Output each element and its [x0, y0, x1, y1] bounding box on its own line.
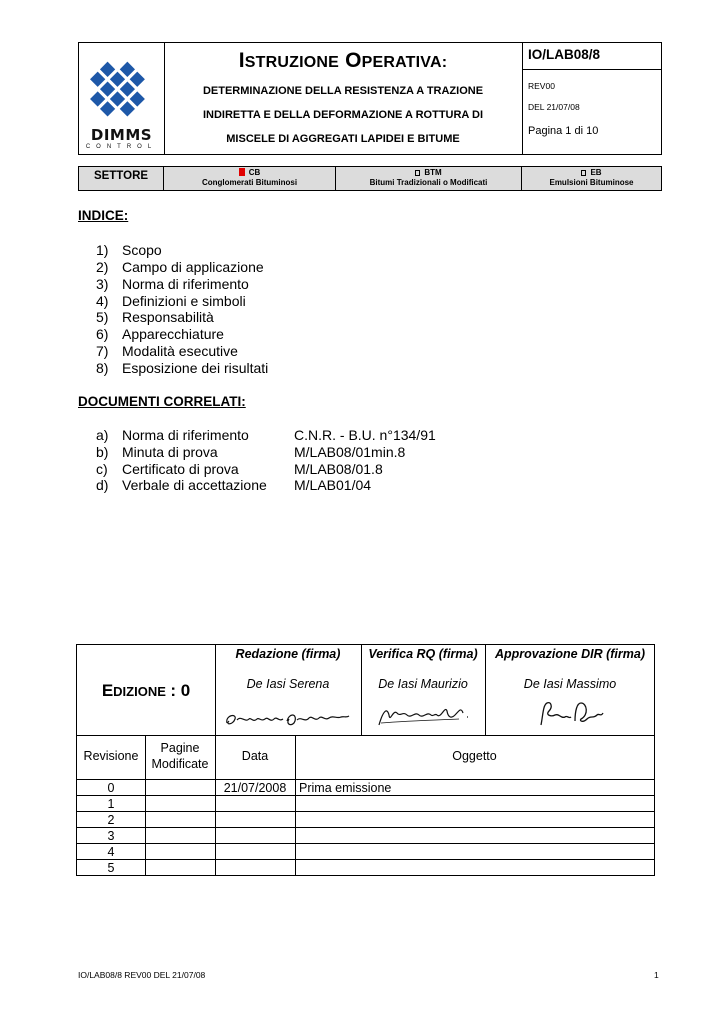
related-doc-row: c) Certificato di prova M/LAB08/01.8 — [96, 461, 383, 477]
table-row-subject: Prima emissione — [299, 781, 392, 795]
logo-subtext: CONTROL — [85, 144, 158, 150]
divider — [77, 859, 654, 860]
footer-page-number: 1 — [654, 970, 659, 980]
index-item: 1) Scopo — [96, 242, 162, 258]
table-row-rev: 3 — [107, 829, 115, 843]
index-item: 5) Responsabilità — [96, 309, 214, 325]
document-title: ISTRUZIONE OPERATIVA: — [238, 49, 448, 72]
table-row-rev: 4 — [107, 845, 115, 859]
edition-label: EDIZIONE : 0 — [101, 681, 191, 700]
index-item: 6) Apparecchiature — [96, 326, 224, 342]
settore-option-eb[interactable]: EB Emulsioni Bituminose — [549, 168, 634, 187]
index-item: 4) Definizioni e simboli — [96, 293, 246, 309]
approvazione-name: De Iasi Massimo — [523, 677, 617, 691]
approvazione-signature-icon — [535, 697, 607, 731]
subtitle-line-2: INDIRETTA E DELLA DEFORMAZIONE A ROTTURA DI — [202, 109, 484, 121]
document-date: DEL 21/07/08 — [528, 102, 580, 112]
verifica-header: Verifica RQ (firma) — [368, 647, 478, 661]
checkbox-empty-icon[interactable] — [581, 170, 586, 176]
related-doc-row: b) Minuta di prova M/LAB08/01min.8 — [96, 444, 406, 460]
data-header: Data — [241, 749, 269, 763]
divider — [77, 811, 654, 812]
logo-cell — [79, 43, 165, 154]
meta-divider — [522, 69, 661, 70]
divider — [77, 779, 654, 780]
divider — [77, 735, 654, 736]
footer-document-ref: IO/LAB08/8 REV00 DEL 21/07/08 — [78, 970, 206, 980]
table-row-rev: 5 — [107, 861, 115, 875]
approvazione-header: Approvazione DIR (firma) — [494, 647, 645, 661]
divider — [77, 795, 654, 796]
verifica-signature-icon — [375, 701, 475, 731]
related-doc-row: d) Verbale di accettazione M/LAB01/04 — [96, 477, 372, 493]
revisione-header: Revisione — [83, 749, 139, 763]
related-doc-row: a) Norma di riferimento C.N.R. - B.U. n°134/91 — [96, 427, 436, 443]
redazione-header: Redazione (firma) — [235, 647, 341, 661]
redazione-name: De Iasi Serena — [246, 677, 330, 691]
title-cell — [164, 43, 523, 154]
table-row-rev: 0 — [107, 781, 115, 795]
pagine-header: Pagine — [160, 741, 200, 755]
document-revision: REV00 — [528, 81, 555, 91]
table-row-rev: 1 — [107, 797, 115, 811]
modificate-header: Modificate — [151, 757, 209, 771]
checkbox-checked-icon[interactable] — [239, 168, 245, 176]
table-row-date: 21/07/2008 — [223, 781, 287, 795]
verifica-name: De Iasi Maurizio — [378, 677, 468, 691]
divider — [77, 827, 654, 828]
index-item: 2) Campo di applicazione — [96, 259, 264, 275]
page-number: Pagina 1 di 10 — [528, 125, 599, 137]
checkbox-empty-icon[interactable] — [415, 170, 420, 176]
settore-option-btm[interactable]: BTM Bitumi Tradizionali o Modificati — [336, 167, 522, 190]
subtitle-line-1: DETERMINAZIONE DELLA RESISTENZA A TRAZIONE — [202, 85, 484, 97]
settore-option-cb[interactable]: CB Conglomerati Bituminosi — [164, 167, 336, 190]
approval-revision-table — [76, 644, 655, 876]
settore-label: SETTORE — [79, 167, 164, 190]
oggetto-header: Oggetto — [452, 749, 497, 763]
subtitle-line-3: MISCELE DI AGGREGATI LAPIDEI E BITUME — [226, 133, 460, 145]
index-item: 8) Esposizione dei risultati — [96, 360, 269, 376]
settore-row — [78, 166, 662, 191]
related-docs-title: DOCUMENTI CORRELATI: — [78, 394, 246, 409]
table-row-rev: 2 — [107, 813, 115, 827]
document-header — [78, 42, 662, 155]
index-title: INDICE: — [78, 208, 129, 223]
document-meta-cell — [522, 43, 661, 154]
index-item: 3) Norma di riferimento — [96, 276, 249, 292]
document-code: IO/LAB08/8 — [528, 47, 601, 62]
redazione-signature-icon — [223, 705, 353, 731]
index-item: 7) Modalità esecutive — [96, 343, 238, 359]
logo-text: DIMMS — [90, 126, 153, 144]
divider — [77, 843, 654, 844]
